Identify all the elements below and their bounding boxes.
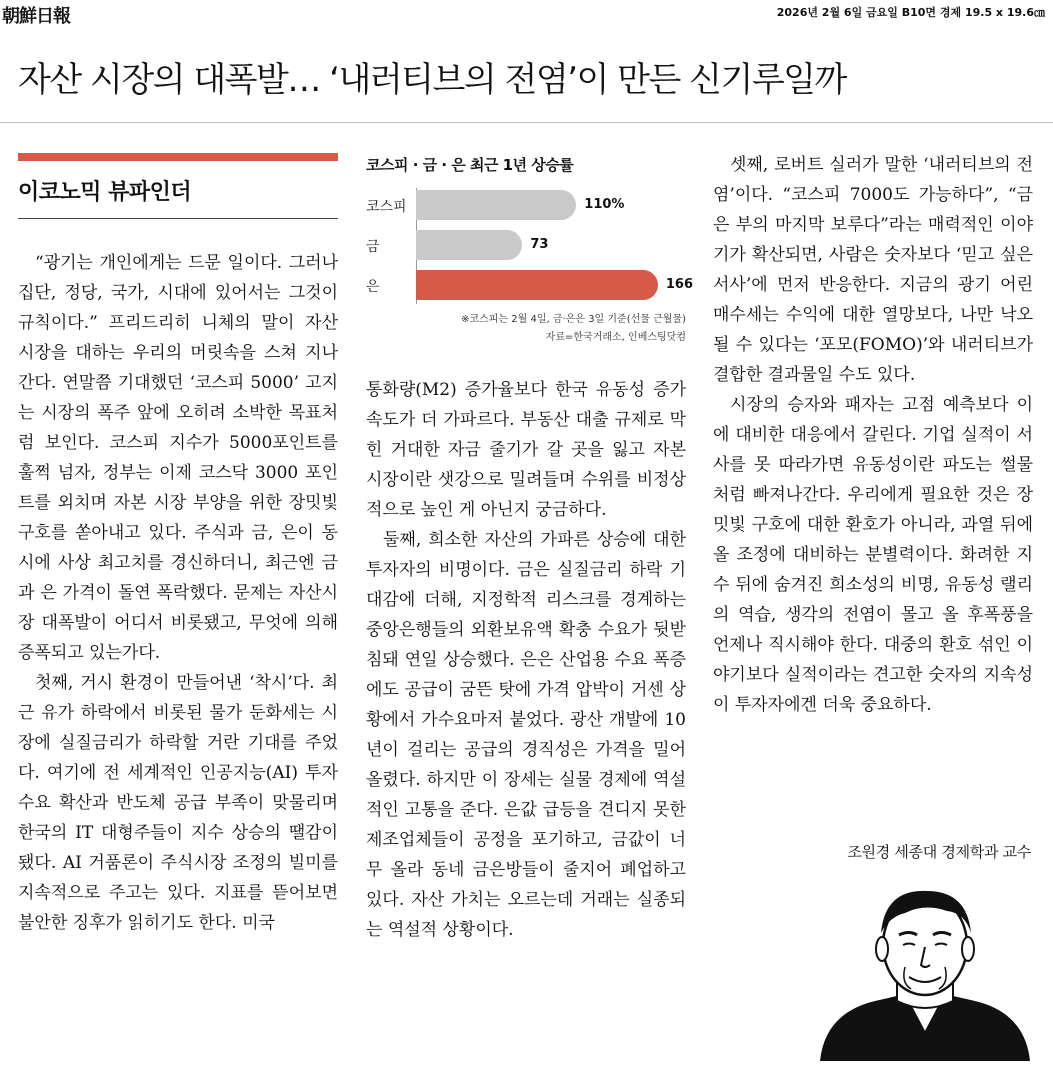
chart-bar bbox=[416, 230, 522, 260]
chart-note: ※코스피는 2월 4일, 금·은은 3일 기준(선물 근월물) bbox=[461, 314, 686, 325]
chart-data-label: 110% bbox=[584, 197, 625, 212]
article-column-1 bbox=[18, 248, 338, 938]
chart-source: 자료=한국거래소, 인베스팅닷컴 bbox=[545, 332, 686, 343]
author-portrait-illustration bbox=[815, 883, 1035, 1061]
paragraph: “광기는 개인에게는 드문 일이다. 그러나 집단, 정당, 국가, 시대에 있어서는 그것이 규칙이다.” 프리드리히 니체의 말이 자산 시장을 대하는 우리의 머릿속을 스쳐 지나간다. 연말쯤 기대했던 ‘코스피 5000’ 고지는 시장의 폭주 앞에 오히려 소박한 목표처럼 보인다. 코스피 지수가 5000포인트를 훌쩍 넘자, 정부는 이제 코스닥 3000 포인트를 외치며 자본 시장 부양을 위한 장밋빛 구호를 쏟아내고 있다. 주식과 금, 은이 동시에 사상 최고치를 경신하더니, 최근엔 금과 은 가격이 돌연 폭락했다. 문제는 자산시장 대폭발이 어디서 비롯됐고, 무엇에 의해 증폭되고 있는가다. bbox=[18, 253, 338, 663]
dateline: 2026년 2월 6일 금요일 B10면 경제 19.5 x 19.6㎝ bbox=[776, 6, 1045, 19]
article-column-2 bbox=[366, 375, 686, 945]
paragraph: 시장의 승자와 패자는 고점 예측보다 이에 대비한 대응에서 갈린다. 기업 실적이 서사를 못 따라가면 유동성이란 파도는 썰물처럼 빠져나간다. 우리에게 필요한 것은 장밋빛 구호에 대한 환호가 아니라, 과열 뒤에 올 조정에 대비하는 분별력이다. 화려한 지수 뒤에 숨겨진 희소성의 비명, 유동성 랠리의 역습, 생각의 전염이 몰고 올 후폭풍을 언제나 직시해야 한다. 대중의 환호 섞인 이야기보다 실적이라는 견고한 숫자의 지속성이 투자자에겐 더욱 중요하다. bbox=[713, 395, 1033, 715]
chart-data-label: 73 bbox=[530, 237, 549, 252]
headline: 자산 시장의 대폭발… ‘내러티브의 전염’이 만든 신기루일까 bbox=[18, 60, 846, 100]
chart-bar bbox=[416, 190, 576, 220]
column-name-rule bbox=[18, 218, 338, 219]
chart-title: 코스피 · 금 · 은 최근 1년 상승률 bbox=[366, 156, 574, 174]
paragraph: 통화량(M2) 증가율보다 한국 유동성 증가 속도가 더 가파르다. 부동산 대출 규제로 막힌 거대한 자금 줄기가 갈 곳을 잃고 자본 시장이란 샛강으로 밀려들며 수위를 비정상적으로 높인 게 아닌지 궁금하다. bbox=[366, 380, 686, 520]
divider-rule bbox=[0, 122, 1053, 123]
bar-chart bbox=[366, 150, 696, 350]
newspaper-masthead: 朝鮮日報 bbox=[2, 6, 70, 27]
article-column-3 bbox=[713, 150, 1033, 720]
chart-category-label: 코스피 bbox=[366, 199, 407, 215]
chart-category-label: 금 bbox=[366, 239, 380, 255]
chart-category-label: 은 bbox=[366, 279, 380, 295]
paragraph: 둘째, 희소한 자산의 가파른 상승에 대한 투자자의 비명이다. 금은 실질금리 하락 기대감에 더해, 지정학적 리스크를 경계하는 중앙은행들의 외환보유액 확충 수요가 뒷받침돼 연일 상승했다. 은은 산업용 수요 폭증에도 공급이 굼뜬 탓에 가격 압박이 거센 상황에서 가수요마저 붙었다. 광산 개발에 10년이 걸리는 공급의 경직성은 가격을 밀어 올렸다. 하지만 이 장세는 실물 경제에 역설적인 고통을 준다. 은값 급등을 견디지 못한 제조업체들이 공정을 포기하고, 금값이 너무 올라 동네 금은방들이 줄지어 폐업하고 있다. 자산 가치는 오르는데 거래는 실종되는 역설적 상황이다. bbox=[366, 530, 686, 940]
column-accent-bar bbox=[18, 153, 338, 161]
chart-data-label: 166 bbox=[665, 277, 694, 292]
chart-bar bbox=[416, 270, 658, 300]
paragraph: 셋째, 로버트 실러가 말한 ‘내러티브의 전염’이다. “코스피 7000도 가능하다”, “금은 부의 마지막 보루다”라는 매력적인 이야기가 확산되면, 사람은 숫자보다 ‘믿고 싶은 서사’에 먼저 반응한다. 지금의 광기 어린 매수세는 수익에 대한 열망보다, 나만 낙오될 수 있다는 ‘포모(FOMO)’와 내러티브가 결합한 결과물일 수도 있다. bbox=[713, 155, 1033, 385]
author-byline: 조원경 세종대 경제학과 교수 bbox=[847, 843, 1031, 861]
paragraph: 첫째, 거시 환경이 만들어낸 ‘착시’다. 최근 유가 하락에서 비롯된 물가 둔화세는 시장에 실질금리가 하락할 거란 기대를 주었다. 여기에 전 세계적인 인공지능(AI) 투자 수요 확산과 반도체 공급 부족이 맞물리며 한국의 IT 대형주들이 지수 상승의 땔감이 됐다. AI 거품론이 주식시장 조정의 빌미를 지속적으로 주고는 있다. 지표를 뜯어보면 불안한 징후가 읽히기도 한다. 미국 bbox=[18, 673, 338, 933]
column-name: 이코노믹 뷰파인더 bbox=[18, 180, 192, 205]
